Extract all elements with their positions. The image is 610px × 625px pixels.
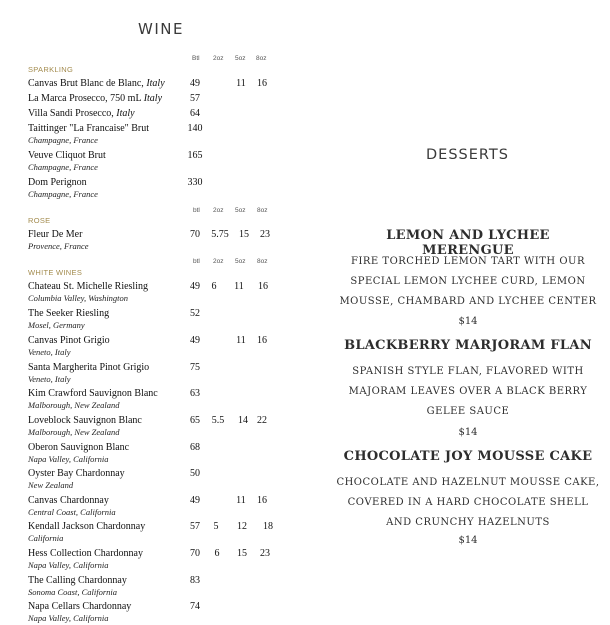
price-8oz: 16 [257,335,267,346]
header-btl: btl [193,258,200,265]
price-5oz: 15 [239,229,249,240]
wine-name: Canvas Pinot Grigio [28,335,110,346]
dessert-price: $14 [458,316,478,327]
price-btl: 70 [190,548,200,559]
wine-origin: Champagne, France [28,162,98,172]
price-8oz: 23 [260,229,270,240]
price-5oz: 15 [237,548,247,559]
dessert-description: CHOCOLATE AND HAZELNUT MOUSSE CAKE, COVERED IN A HARD CHOCOLATE SHELL AND CRUNCHY HAZELNUTS [336,477,600,528]
price-8oz: 18 [263,521,273,532]
price-2oz: 6 [211,281,217,292]
header-5oz: 5oz [235,258,246,265]
price-8oz: 22 [257,415,267,426]
wine-item [28,150,328,172]
price-btl: 49 [190,335,200,346]
price-5oz: 11 [236,335,246,346]
wine-name: Kim Crawford Sauvignon Blanc [28,388,158,399]
price-2oz: 5.5 [211,415,225,426]
wine-origin: Veneto, Italy [28,374,71,384]
wine-name: Loveblock Sauvignon Blanc [28,415,142,426]
wine-origin: Champagne, France [28,135,98,145]
price-btl: 140 [187,123,203,134]
wine-origin: Veneto, Italy [28,347,71,357]
price-5oz: 14 [238,415,248,426]
dessert-price: $14 [458,535,478,546]
price-btl: 65 [190,415,200,426]
wine-origin: Provence, France [28,241,89,251]
wine-origin: Champagne, France [28,189,98,199]
wine-item [28,415,328,437]
wine-origin: Malborough, New Zealand [28,400,120,410]
wine-name: Canvas Brut Blanc de Blanc, Italy [28,78,165,89]
wine-item [28,229,328,251]
dessert-description: FIRE TORCHED LEMON TART WITH OUR SPECIAL LEMON LYCHEE CURD, LEMON MOUSSE, CHAMBARD AND LYCHEE CENTER [339,256,597,307]
wine-origin: Central Coast, California [28,507,116,517]
price-btl: 52 [190,308,200,319]
price-5oz: 12 [237,521,247,532]
dessert-price: $14 [458,427,478,438]
wine-name: The Seeker Riesling [28,308,110,319]
price-btl: 50 [190,468,200,479]
wine-item [28,548,328,570]
wine-item [28,388,328,410]
desserts-title: DESSERTS [426,147,509,163]
wine-item [28,93,328,105]
price-btl: 74 [190,601,200,612]
wine-name: Hess Collection Chardonnay [28,548,143,559]
wine-name: Villa Sandi Prosecco, Italy [28,108,135,119]
header-2oz: 2oz [213,258,224,265]
wine-title: WINE [138,20,184,38]
wine-origin: California [28,533,64,543]
price-btl: 49 [190,78,200,89]
wine-item [28,308,328,330]
price-btl: 330 [187,177,203,188]
price-btl: 68 [190,442,200,453]
wine-item [28,521,328,543]
price-btl: 49 [190,281,200,292]
wine-item [28,335,328,357]
price-btl: 63 [190,388,200,399]
wine-origin: Napa Valley, California [28,560,109,570]
dessert-description: SPANISH STYLE FLAN, FLAVORED WITH MAJORAM LEAVES OVER A BLACK BERRY GELEE SAUCE [348,366,588,417]
section-rose: ROSE [28,216,51,225]
header-2oz: 2oz [213,207,224,214]
header-8oz: 8oz [257,207,268,214]
price-8oz: 16 [257,78,267,89]
price-btl: 49 [190,495,200,506]
price-8oz: 23 [260,548,270,559]
wine-item [28,108,328,120]
wine-item [28,78,328,90]
header-5oz: 5oz [235,55,246,62]
header-btl: btl [193,207,200,214]
header-8oz: 8oz [256,55,267,62]
price-2oz: 5.75 [211,229,229,240]
wine-name: La Marca Prosecco, 750 mL Italy [28,93,163,104]
wine-origin: Napa Valley, California [28,454,109,464]
wine-item [28,601,328,623]
price-btl: 83 [190,575,200,586]
header-8oz: 8oz [257,258,268,265]
dessert-name: CHOCOLATE JOY MOUSSE CAKE [343,449,593,464]
header-2oz: 2oz [213,55,224,62]
wine-item [28,442,328,464]
price-2oz: 6 [214,548,220,559]
wine-name: The Calling Chardonnay [28,575,127,586]
wine-item [28,362,328,384]
wine-name: Oberon Sauvignon Blanc [28,442,130,453]
wine-name: Fleur De Mer [28,229,83,240]
wine-item [28,575,328,597]
wine-name: Veuve Cliquot Brut [28,150,106,161]
wine-name: Napa Cellars Chardonnay [28,601,132,612]
wine-item [28,495,328,517]
wine-name: Santa Margherita Pinot Grigio [28,362,150,373]
wine-name: Canvas Chardonnay [28,495,109,506]
price-8oz: 16 [258,281,268,292]
price-5oz: 11 [236,78,246,89]
wine-origin: New Zealand [28,480,74,490]
price-btl: 57 [190,93,200,104]
wine-item [28,177,328,199]
wine-item [28,123,328,145]
price-5oz: 11 [236,495,246,506]
price-5oz: 11 [234,281,244,292]
wine-origin: Sonoma Coast, California [28,587,118,597]
section-white-wines: WHITE WINES [28,268,83,277]
wine-origin: Mosel, Germany [28,320,85,330]
wine-item [28,468,328,490]
dessert-name: BLACKBERRY MARJORAM FLAN [344,338,592,353]
wine-origin: Columbia Valley, Washington [28,293,129,303]
wine-origin: Malborough, New Zealand [28,427,120,437]
price-btl: 70 [190,229,200,240]
header-btl: Btl [192,55,200,62]
section-sparkling: SPARKLING [28,65,74,74]
price-2oz: 5 [213,521,219,532]
price-btl: 64 [190,108,200,119]
price-btl: 75 [190,362,200,373]
dessert-name: LEMON AND LYCHEE MERENGUE [386,228,550,258]
wine-item [28,281,328,303]
price-8oz: 16 [257,495,267,506]
price-btl: 57 [190,521,200,532]
wine-name: Kendall Jackson Chardonnay [28,521,146,532]
wine-origin: Napa Valley, California [28,613,109,623]
header-5oz: 5oz [235,207,246,214]
price-btl: 165 [187,150,203,161]
wine-name: Dom Perignon [28,177,87,188]
wine-name: Chateau St. Michelle Riesling [28,281,148,292]
wine-name: Oyster Bay Chardonnay [28,468,125,479]
wine-name: Taittinger "La Francaise" Brut [28,123,150,134]
